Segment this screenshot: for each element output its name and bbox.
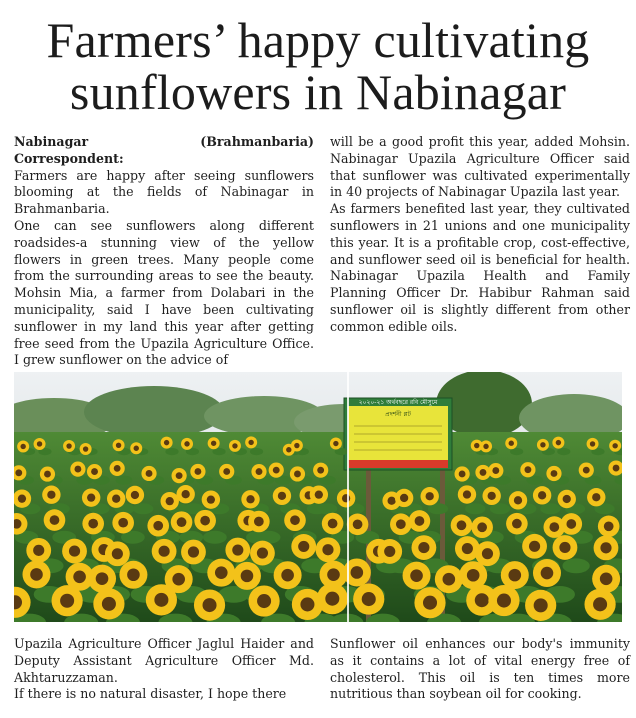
sunflower-disc <box>278 492 286 500</box>
sunflower-disc <box>443 573 456 586</box>
sunflower-disc <box>540 442 545 447</box>
article-column-4 <box>330 636 630 703</box>
sunflower-disc <box>254 517 264 527</box>
sunflower-disc <box>177 517 187 527</box>
sunflower-disc <box>462 543 473 554</box>
sunflower-disc <box>159 546 170 557</box>
sunflower-disc <box>30 568 43 581</box>
sunflower-leaf <box>465 503 485 514</box>
paragraph: Sunflower oil enhances our body's immunity as it contains a lot of vital energy free of cholesterol. This oil is ten times more nutritious than soybean oil for cooking. <box>330 636 630 702</box>
sunflower-disc <box>134 446 139 451</box>
sunflower-disc <box>418 542 429 553</box>
sunflower-disc <box>15 469 22 476</box>
sunflower-disc <box>257 547 268 558</box>
sunflower-disc <box>200 516 210 526</box>
sunflower-disc <box>166 497 174 505</box>
sunflower-disc <box>328 519 338 529</box>
sunflower-disc <box>60 594 74 608</box>
sunflower-disc <box>91 468 98 475</box>
sunflower-disc <box>333 441 338 446</box>
sunflower-disc <box>294 443 299 448</box>
sunflower-disc <box>146 470 153 477</box>
sunflower-disc <box>514 496 522 504</box>
sunflower-disc <box>480 469 487 476</box>
sunflower-disc <box>387 497 395 505</box>
sunflower-disc <box>286 447 291 452</box>
sunflower-disc <box>459 471 466 478</box>
sunflower-disc <box>176 472 183 479</box>
sunflower-disc <box>457 520 467 530</box>
sunflower-disc <box>482 548 493 559</box>
article-headline: Farmers’ happy cultivating sunflowers in Nabinagar <box>46 12 590 120</box>
article-column-3 <box>14 636 314 703</box>
sunflower-disc <box>69 546 80 557</box>
sunflower-disc <box>467 569 480 582</box>
sunflower-leaf <box>562 558 589 573</box>
sunflower-disc <box>127 568 140 581</box>
sunflower-disc <box>256 468 263 475</box>
sunflower-disc <box>154 593 168 607</box>
sunflower-disc <box>483 444 488 449</box>
sunflower-disc <box>300 597 314 611</box>
sunflower-disc <box>415 516 425 526</box>
sunflower-disc <box>294 471 301 478</box>
sunflower-disc <box>384 546 395 557</box>
sunflower-disc <box>203 598 217 612</box>
sunflower-disc <box>559 542 570 553</box>
sunflower-disc <box>541 567 554 580</box>
sunflower-disc <box>87 494 95 502</box>
sunflower-disc <box>477 522 487 532</box>
photo-seam <box>347 372 349 622</box>
sunflower-disc <box>613 465 620 472</box>
sign-text-line1: ২০২০-২১ অর্থবছরে রবি মৌসুমে <box>358 399 438 406</box>
sunflower-disc <box>317 467 324 474</box>
sunflower-disc <box>474 443 479 448</box>
sunflower-disc <box>248 440 253 445</box>
paragraph: Farmers are happy after seeing sunflowers blooming at the fields of Nabinagar in Brahmanbaria. <box>14 167 314 217</box>
sunflower-disc <box>257 594 271 608</box>
sunflower-disc <box>182 490 190 498</box>
sunflower-disc <box>83 446 88 451</box>
sunflower-disc <box>47 491 55 499</box>
sunflower-disc <box>600 573 613 586</box>
sunflower-disc <box>322 544 333 555</box>
sunflower-disc <box>551 470 558 477</box>
sunflower-disc <box>492 467 499 474</box>
sunflower-disc <box>475 593 489 607</box>
paragraph: If there is no natural disaster, I hope there <box>14 686 287 702</box>
sunflower-disc <box>463 490 471 498</box>
sunflower-disc <box>172 573 185 586</box>
sunflower-disc <box>66 443 71 448</box>
sunflower-disc <box>604 521 614 531</box>
sunflower-disc <box>327 568 340 581</box>
sunflower-disc <box>44 471 51 478</box>
sunflower-disc <box>426 492 434 500</box>
sunflower-disc <box>423 596 437 610</box>
sunflower-disc <box>102 597 116 611</box>
article-byline: Nabinagar (Brahmanbaria) Correspondent: <box>14 134 314 166</box>
sunflower-disc <box>215 566 228 579</box>
sunflower-disc <box>488 492 496 500</box>
sunflower-disc <box>566 519 576 529</box>
paragraph: will be a good profit this year, added Mohsin. Nabinagar Upazila Agriculture Officer said that sunflower was cultivated experimentally in 40 projects of Nabinagar Upazila last year. <box>330 134 630 200</box>
sunflower-disc <box>50 515 60 525</box>
paragraph: One can see sunflowers along different roadsides-a stunning view of the yellow flowers in green trees. Many people come from the surrounding areas to see the beauty. Mohsin Mia, a farmer from Dolabari in the municipality, said I have been cultivating sunflower in my land this year after getting free seed from the Upazila Agriculture Office. I grew sunflower on the advice of <box>14 217 314 368</box>
article-column-1 <box>14 134 314 369</box>
sunflower-disc <box>131 491 139 499</box>
sunflower-leaf <box>116 476 133 485</box>
sunflower-disc <box>241 570 254 583</box>
sunflower-disc <box>563 495 571 503</box>
sunflower-disc <box>612 443 617 448</box>
paragraph: As farmers benefited last year, they cultivated sunflowers in 21 unions and one municipality this year. It is a profitable crop, cost-effective, and sunflower seed oil is beneficial for health. Nabinagar Upazila Health and Family Planning Officer Dr. Habibur Rahman said sunflower oil is slightly different from other common edible oils. <box>330 201 630 334</box>
sunflower-disc <box>273 467 280 474</box>
sunflower-disc <box>400 494 408 502</box>
sunflower-leaf <box>165 448 178 455</box>
field-illustration <box>14 372 622 622</box>
sunflower-disc <box>232 544 243 555</box>
sunflower-disc <box>583 467 590 474</box>
sunflower-field-photo <box>14 372 622 622</box>
sunflower-disc <box>590 441 595 446</box>
sunflower-disc <box>524 466 531 473</box>
paragraph: Upazila Agriculture Officer Jaglul Haider and Deputy Assistant Agriculture Officer Md. Akhtaruzzaman. <box>14 636 314 685</box>
sunflower-disc <box>96 572 109 585</box>
sunflower-disc <box>325 592 339 606</box>
sunflower-disc <box>194 468 201 475</box>
sunflower-disc <box>351 566 364 579</box>
sunflower-disc <box>114 465 121 472</box>
sunflower-disc <box>188 546 199 557</box>
sunflower-disc <box>512 519 522 529</box>
sunflower-disc <box>112 495 120 503</box>
sunflower-disc <box>497 594 511 608</box>
sunflower-disc <box>281 569 294 582</box>
sunflower-disc <box>246 495 254 503</box>
sunflower-disc <box>184 441 189 446</box>
sunflower-leaf <box>133 503 153 514</box>
sunflower-disc <box>37 441 42 446</box>
sign-text-line2: প্রদর্শনী প্লট <box>385 411 411 418</box>
sunflower-leaf <box>250 448 263 455</box>
sunflower-leaf <box>203 531 227 544</box>
sunflower-disc <box>508 569 521 582</box>
sunflower-disc <box>592 493 600 501</box>
sunflower-disc <box>73 570 86 583</box>
sunflower-disc <box>153 521 163 531</box>
sunflower-disc <box>410 569 423 582</box>
sunflower-disc <box>232 443 237 448</box>
sunflower-disc <box>556 440 561 445</box>
sunflower-disc <box>112 548 123 559</box>
sunflower-disc <box>538 491 546 499</box>
sunflower-disc <box>223 468 230 475</box>
sunflower-disc <box>529 541 540 552</box>
sunflower-disc <box>534 598 548 612</box>
sunflower-disc <box>211 441 216 446</box>
sunflower-disc <box>298 541 309 552</box>
sunflower-disc <box>18 495 26 503</box>
sunflower-disc <box>509 441 514 446</box>
sunflower-disc <box>549 522 559 532</box>
sunflower-disc <box>118 518 128 528</box>
sunflower-disc <box>600 542 611 553</box>
sunflower-disc <box>290 515 300 525</box>
sunflower-leaf <box>317 503 337 514</box>
sunflower-disc <box>74 466 81 473</box>
sunflower-leaf <box>557 448 570 455</box>
sunflower-disc <box>116 443 121 448</box>
sunflower-disc <box>593 597 607 611</box>
sunflower-disc <box>396 519 406 529</box>
sunflower-disc <box>362 592 376 606</box>
sunflower-disc <box>33 545 44 556</box>
sunflower-disc <box>315 491 323 499</box>
sunflower-disc <box>353 519 363 529</box>
article-column-2 <box>330 134 630 336</box>
sunflower-disc <box>164 440 169 445</box>
sunflower-leaf <box>540 503 560 514</box>
sunflower-disc <box>88 519 98 529</box>
sunflower-disc <box>20 444 25 449</box>
sunflower-disc <box>207 496 215 504</box>
